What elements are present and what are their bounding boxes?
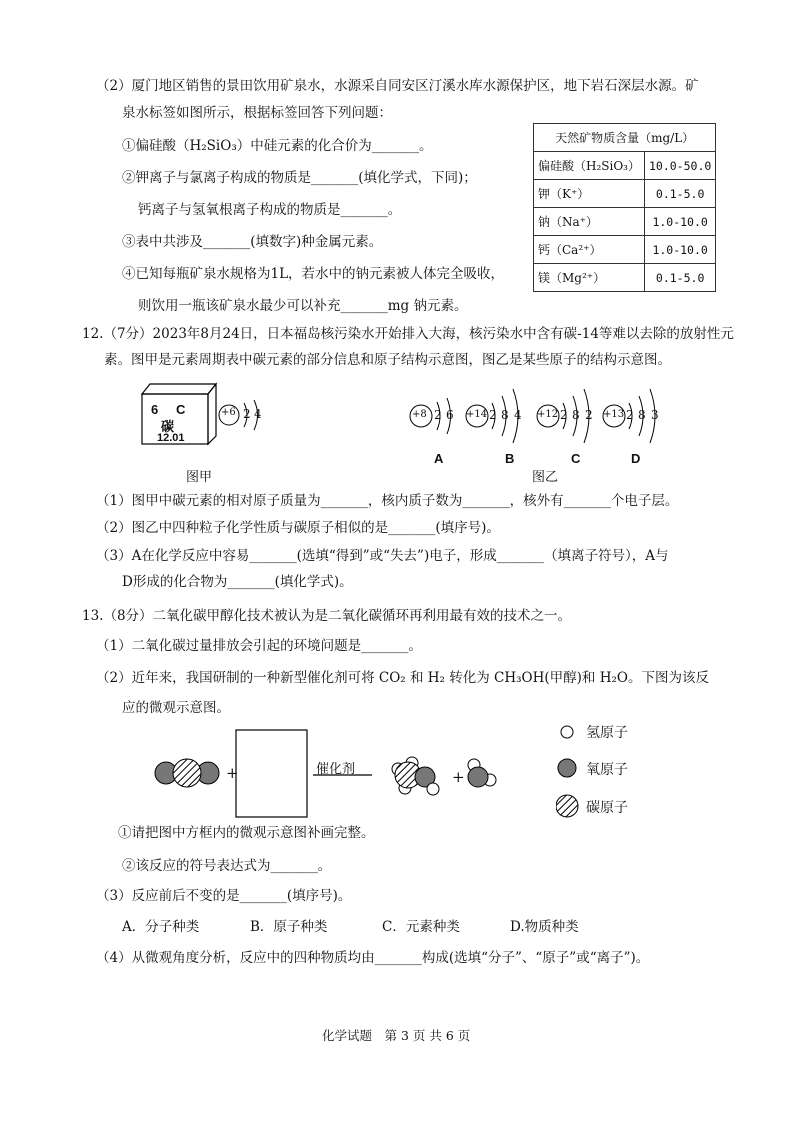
atom-a-nucleus: +8 (412, 409, 427, 420)
mineral-table (533, 123, 716, 292)
q11-sub2: ②钾离子与氯离子构成的物质是_______(填化学式，下同)； (122, 170, 477, 186)
q12-part2: （2）图乙中四种粒子化学性质与碳原子相似的是_______(填序号)。 (96, 520, 500, 536)
legend-swatches (556, 720, 586, 820)
mineral-value: 0.1-5.0 (644, 264, 715, 292)
atom-b-shell-2: 8 (501, 408, 509, 422)
carbon-nucleus: +6 (221, 407, 236, 418)
legend-carbon: 碳原子 (586, 800, 628, 816)
option-a: A．分子种类 (122, 919, 200, 935)
q11-sub5: ④已知每瓶矿泉水规格为1L，若水中的钠元素被人体完全吸收， (122, 266, 505, 282)
element-mass: 12.01 (157, 432, 185, 444)
q13-part1: （1）二氧化碳过量排放会引起的环境问题是_______。 (96, 638, 422, 654)
plus-sign-1: + (226, 764, 239, 782)
mineral-name: 镁（Mg²⁺） (534, 264, 645, 292)
mineral-name: 钾（K⁺） (534, 180, 645, 208)
atom-b-shell-1: 2 (489, 408, 497, 422)
legend-hydrogen: 氢原子 (586, 725, 628, 741)
co2-molecule (155, 759, 219, 787)
mineral-name: 钙（Ca²⁺） (534, 236, 645, 264)
element-number: 6 (151, 402, 159, 417)
legend-oxygen: 氧原子 (586, 762, 628, 778)
atom-d-shell-2: 8 (638, 408, 646, 422)
carbon-shell-1: 2 (243, 407, 251, 421)
figure-a-caption: 图甲 (186, 470, 213, 485)
option-d: D.物质种类 (510, 919, 579, 935)
atom-a-shell-2: 6 (446, 408, 454, 422)
atom-c-shell-2: 8 (572, 408, 580, 422)
mineral-value: 0.1-5.0 (644, 180, 715, 208)
q12-line2: 素。图甲是元素周期表中碳元素的部分信息和原子结构示意图，图乙是某些原子的结构示意图。 (104, 352, 671, 368)
q12-part3-line2: D形成的化合物为_______(填化学式)。 (122, 574, 353, 590)
q11-intro-line1: （2）厦门地区销售的景田饮用矿泉水，水源采自同安区汀溪水库水源保护区，地下岩石深层水源。矿 (96, 78, 699, 94)
mineral-name: 偏硅酸（H₂SiO₃） (534, 152, 645, 180)
answer-box (236, 730, 307, 817)
q13-part2-line2: 应的微观示意图。 (122, 700, 230, 716)
option-c: C．元素种类 (382, 919, 460, 935)
mineral-name: 钠（Na⁺） (534, 208, 645, 236)
q13-part2-line1: （2）近年来，我国研制的一种新型催化剂可将 CO₂ 和 H₂ 转化为 CH₃OH(甲醇)和 H₂O。下图为该反 (96, 670, 709, 686)
q11-sub4: ③表中共涉及_______(填数字)种金属元素。 (122, 234, 383, 250)
table-row (534, 152, 716, 180)
atom-d-label: D (631, 451, 641, 466)
mineral-table-header: 天然矿物质含量（mg/L） (534, 124, 716, 152)
element-symbol: C (176, 402, 186, 417)
atom-b-label: B (505, 451, 515, 466)
q13-part3: （3）反应前后不变的是_______(填序号)。 (96, 888, 352, 904)
q12-line1: 12.（7分）2023年8月24日，日本福岛核污染水开始排入大海，核污染水中含有碳-14等难以去除的放射性元 (82, 326, 734, 342)
atom-a-label: A (434, 451, 444, 466)
methanol-molecule (392, 757, 439, 795)
q11-intro-line2: 泉水标签如图所示，根据标签回答下列问题： (122, 105, 392, 121)
page-footer: 化学试题 第 3 页 共 6 页 (322, 1028, 471, 1043)
atom-c-shell-3: 2 (585, 408, 593, 422)
atom-d-nucleus: +13 (603, 409, 625, 420)
water-molecule (468, 759, 496, 787)
table-row (534, 208, 716, 236)
q12-part1: （1）图甲中碳元素的相对原子质量为_______，核内质子数为_______，核外有_______个电子层。 (96, 493, 679, 509)
atom-c-nucleus: +12 (537, 409, 559, 420)
atom-b-nucleus: +14 (466, 409, 488, 420)
atom-d-shell-1: 2 (626, 408, 634, 422)
figure-b-caption: 图乙 (532, 470, 559, 485)
q11-sub6: 则饮用一瓶该矿泉水最少可以补充_______mg 钠元素。 (138, 298, 468, 314)
atom-a-shell-1: 2 (434, 408, 442, 422)
mineral-value: 1.0-10.0 (644, 236, 715, 264)
option-b: B．原子种类 (250, 919, 328, 935)
atom-c-label: C (571, 451, 581, 466)
q11-sub3: 钙离子与氢氧根离子构成的物质是_______。 (138, 202, 402, 218)
mineral-value: 10.0-50.0 (644, 152, 715, 180)
catalyst-label: 催化剂 (316, 762, 356, 777)
table-row (534, 264, 716, 292)
carbon-shell-2: 4 (254, 407, 262, 421)
q13-sub2: ②该反应的符号表达式为_______。 (122, 858, 332, 874)
mineral-value: 1.0-10.0 (644, 208, 715, 236)
atom-c-shell-1: 2 (560, 408, 568, 422)
table-row (534, 236, 716, 264)
q13-sub1: ①请把图中方框内的微观示意图补画完整。 (118, 825, 375, 841)
q13-line1: 13.（8分）二氧化碳甲醇化技术被认为是二氧化碳循环再利用最有效的技术之一。 (82, 608, 572, 624)
atom-b-shell-3: 4 (514, 408, 522, 422)
element-name: 碳 (161, 419, 175, 434)
q13-part4: （4）从微观角度分析，反应中的四种物质均由_______构成(选填“分子”、“原子”或“离子”)。 (96, 950, 650, 966)
plus-sign-2: + (452, 768, 465, 786)
table-row (534, 180, 716, 208)
q11-sub1: ①偏硅酸（H₂SiO₃）中硅元素的化合价为_______。 (122, 138, 433, 154)
q12-part3-line1: （3）A在化学反应中容易_______(选填“得到”或“失去”)电子，形成_______（填离子符号），A与 (96, 548, 669, 564)
atom-d-shell-3: 3 (651, 408, 659, 422)
